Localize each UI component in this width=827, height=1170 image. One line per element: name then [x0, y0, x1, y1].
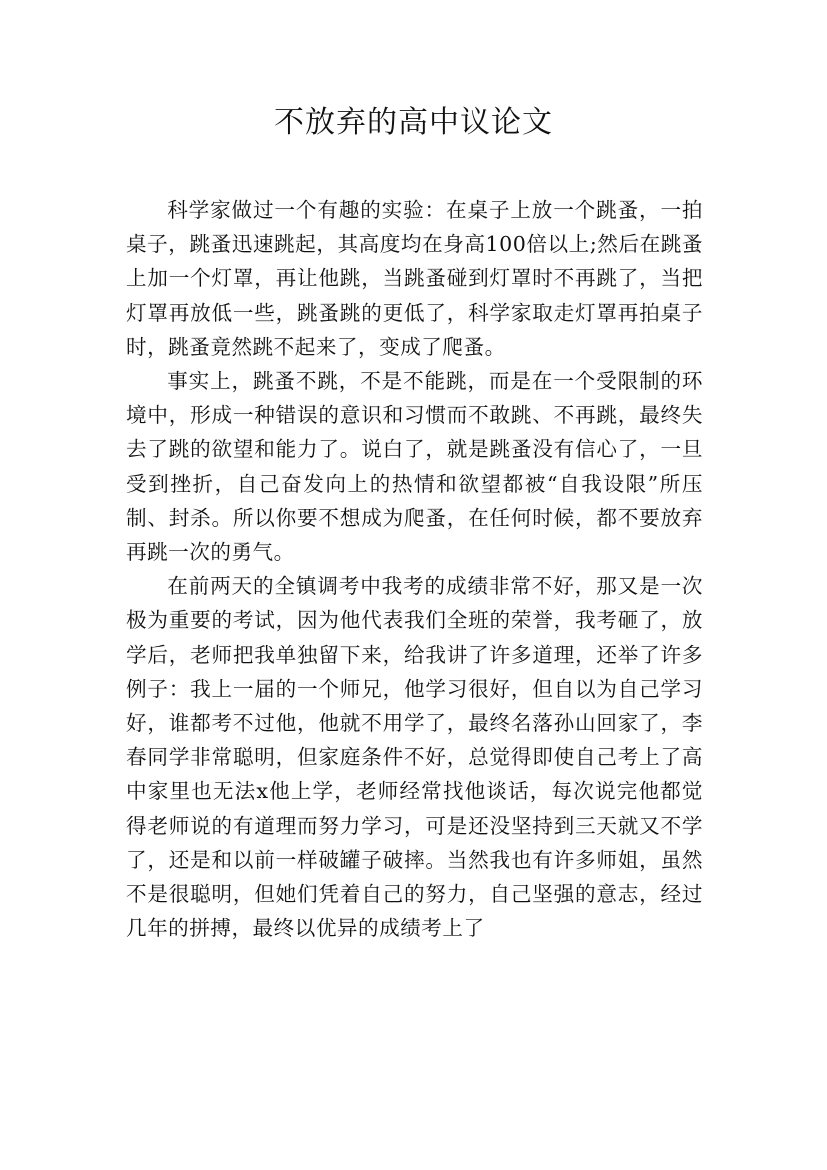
document-body: [126, 193, 703, 945]
paragraph-3: 在前两天的全镇调考中我考的成绩非常不好，那又是一次极为重要的考试，因为他代表我们全班的荣誉，我考砸了，放学后，老师把我单独留下来，给我讲了许多道理，还举了许多例子：我上一届的一个师兄，他学习很好，但自以为自己学习好，谁都考不过他，他就不用学了，最终名落孙山回家了，李春同学非常聪明，但家庭条件不好，总觉得即使自己考上了高中家里也无法x他上学，老师经常找他谈话，每次说完他都觉得老师说的有道理而努力学习，可是还没坚持到三天就又不学了，还是和以前一样破罐子破摔。当然我也有许多师姐，虽然不是很聪明，但她们凭着自己的努力，自己坚强的意志，经过几年的拼搏，最终以优异的成绩考上了: [126, 574, 703, 941]
paragraph-2: 事实上，跳蚤不跳，不是不能跳，而是在一个受限制的环境中，形成一种错误的意识和习惯而不敢跳、不再跳，最终失去了跳的欲望和能力了。说白了，就是跳蚤没有信心了，一旦受到挫折，自己奋发向上的热情和欲望都被“自我设限”所压制、封杀。所以你要不想成为爬蚤，在任何时候，都不要放弃再跳一次的勇气。: [126, 369, 703, 565]
paragraph-1: 科学家做过一个有趣的实验：在桌子上放一个跳蚤，一拍桌子，跳蚤迅速跳起，其高度均在身高100倍以上;然后在跳蚤上加一个灯罩，再让他跳，当跳蚤碰到灯罩时不再跳了，当把灯罩再放低一些，跳蚤跳的更低了，科学家取走灯罩再拍桌子时，跳蚤竟然跳不起来了，变成了爬蚤。: [126, 198, 703, 359]
document-title: 不放弃的高中议论文: [274, 105, 553, 140]
